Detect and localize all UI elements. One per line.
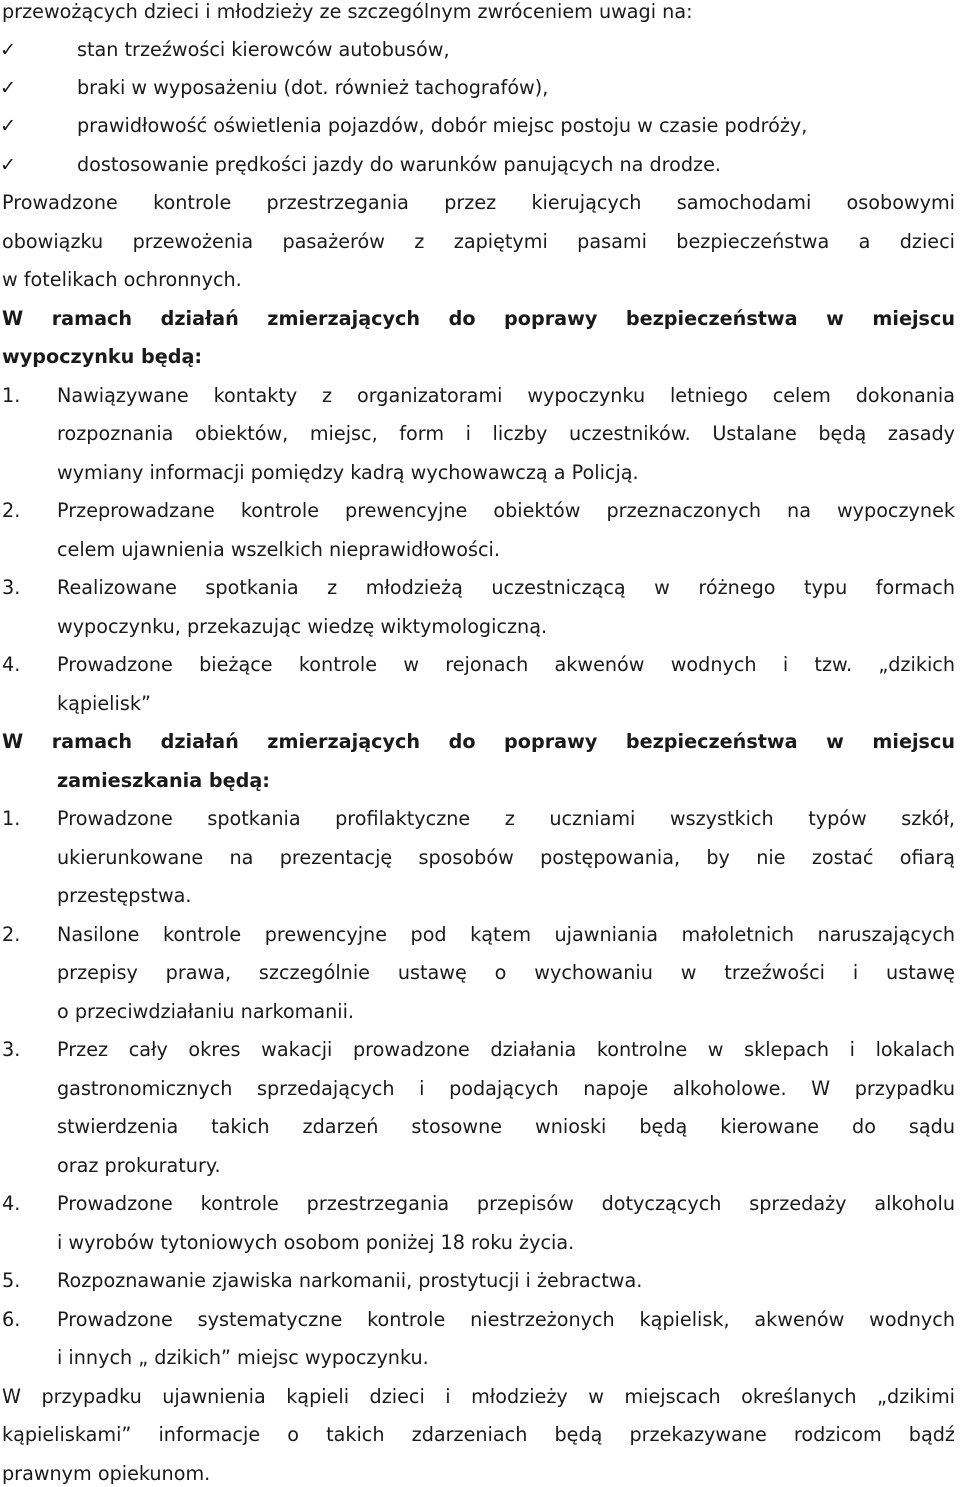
list-item-line: gastronomicznych sprzedających i podających napoje alkoholowe. W przypadku [57, 1077, 955, 1100]
list-number: 3. [2, 1038, 21, 1061]
paragraph-line: obowiązku przewożenia pasażerów z zapiętymi pasami bezpieczeństwa a dzieci [2, 230, 955, 253]
checklist-item: ✓ stan trzeźwości kierowców autobusów, [0, 38, 450, 61]
list-item-line: rozpoznania obiektów, miejsc, form i liczby uczestników. Ustalane będą zasady [57, 422, 955, 445]
list-item-line: Prowadzone kontrole przestrzegania przepisów dotyczących sprzedaży alkoholu [57, 1192, 955, 1215]
paragraph-line: W przypadku ujawnienia kąpieli dzieci i młodzieży w miejscach określanych „dzikimi [2, 1385, 955, 1408]
list-item-line: oraz prokuratury. [57, 1154, 221, 1177]
list-item-line: i wyrobów tytoniowych osobom poniżej 18 roku życia. [57, 1231, 575, 1254]
list-item-line: Nawiązywane kontakty z organizatorami wypoczynku letniego celem dokonania [57, 384, 955, 407]
list-number: 2. [2, 923, 21, 946]
checkmark-icon: ✓ [0, 38, 17, 61]
section-heading: zamieszkania będą: [57, 769, 270, 792]
list-item-line: Przez cały okres wakacji prowadzone działania kontrolne w sklepach i lokalach [57, 1038, 955, 1061]
checkmark-icon: ✓ [0, 76, 17, 99]
list-item-line: celem ujawnienia wszelkich nieprawidłowości. [57, 538, 500, 561]
list-item-line: o przeciwdziałaniu narkomanii. [57, 1000, 355, 1023]
list-item-line: ukierunkowane na prezentację sposobów postępowania, by nie zostać ofiarą [57, 846, 955, 869]
checklist-item: ✓ prawidłowość oświetlenia pojazdów, dobór miejsc postoju w czasie podróży, [0, 114, 808, 137]
list-item-line: wymiany informacji pomiędzy kadrą wychowawczą a Policją. [57, 461, 639, 484]
list-number: 4. [2, 653, 21, 676]
list-item-line: Rozpoznawanie zjawiska narkomanii, prostytucji i żebractwa. [57, 1269, 643, 1292]
checkmark-icon: ✓ [0, 114, 17, 137]
list-item-line: Prowadzone spotkania profilaktyczne z uczniami wszystkich typów szkół, [57, 807, 955, 830]
list-item-line: kąpielisk” [57, 692, 151, 715]
checklist-item: ✓ braki w wyposażeniu (dot. również tachografów), [0, 76, 549, 99]
section-heading: wypoczynku będą: [2, 345, 203, 368]
list-item-line: i innych „ dzikich” miejsc wypoczynku. [57, 1346, 429, 1369]
section-heading: W ramach działań zmierzających do poprawy bezpieczeństwa w miejscu [2, 730, 955, 753]
list-item-line: przepisy prawa, szczególnie ustawę o wychowaniu w trzeźwości i ustawę [57, 961, 955, 984]
list-item-line: wypoczynku, przekazując wiedzę wiktymologiczną. [57, 615, 548, 638]
list-item-line: Nasilone kontrole prewencyjne pod kątem ujawniania małoletnich naruszających [57, 923, 955, 946]
checklist-item: ✓ dostosowanie prędkości jazdy do warunków panujących na drodze. [0, 153, 722, 176]
list-number: 6. [2, 1308, 21, 1331]
intro-line: przewożących dzieci i młodzieży ze szczególnym zwróceniem uwagi na: [2, 0, 693, 23]
list-item-line: stwierdzenia takich zdarzeń stosowne wnioski będą kierowane do sądu [57, 1115, 955, 1138]
list-item-line: Prowadzone systematyczne kontrole niestrzeżonych kąpielisk, akwenów wodnych [57, 1308, 955, 1331]
list-item-line: przestępstwa. [57, 884, 192, 907]
section-heading: W ramach działań zmierzających do poprawy bezpieczeństwa w miejscu [2, 307, 955, 330]
list-number: 2. [2, 499, 21, 522]
checkmark-icon: ✓ [0, 153, 17, 176]
list-number: 3. [2, 576, 21, 599]
list-item-line: Prowadzone bieżące kontrole w rejonach akwenów wodnych i tzw. „dzikich [57, 653, 955, 676]
list-number: 1. [2, 807, 21, 830]
paragraph-line: prawnym opiekunom. [2, 1462, 211, 1485]
paragraph-line: w fotelikach ochronnych. [2, 268, 242, 291]
list-number: 5. [2, 1269, 21, 1292]
paragraph-line: Prowadzone kontrole przestrzegania przez kierujących samochodami osobowymi [2, 191, 955, 214]
paragraph-line: kąpieliskami” informacje o takich zdarzeniach będą przekazywane rodzicom bądź [2, 1423, 955, 1446]
list-item-line: Realizowane spotkania z młodzieżą uczestniczącą w różnego typu formach [57, 576, 955, 599]
list-number: 1. [2, 384, 21, 407]
list-number: 4. [2, 1192, 21, 1215]
list-item-line: Przeprowadzane kontrole prewencyjne obiektów przeznaczonych na wypoczynek [57, 499, 955, 522]
